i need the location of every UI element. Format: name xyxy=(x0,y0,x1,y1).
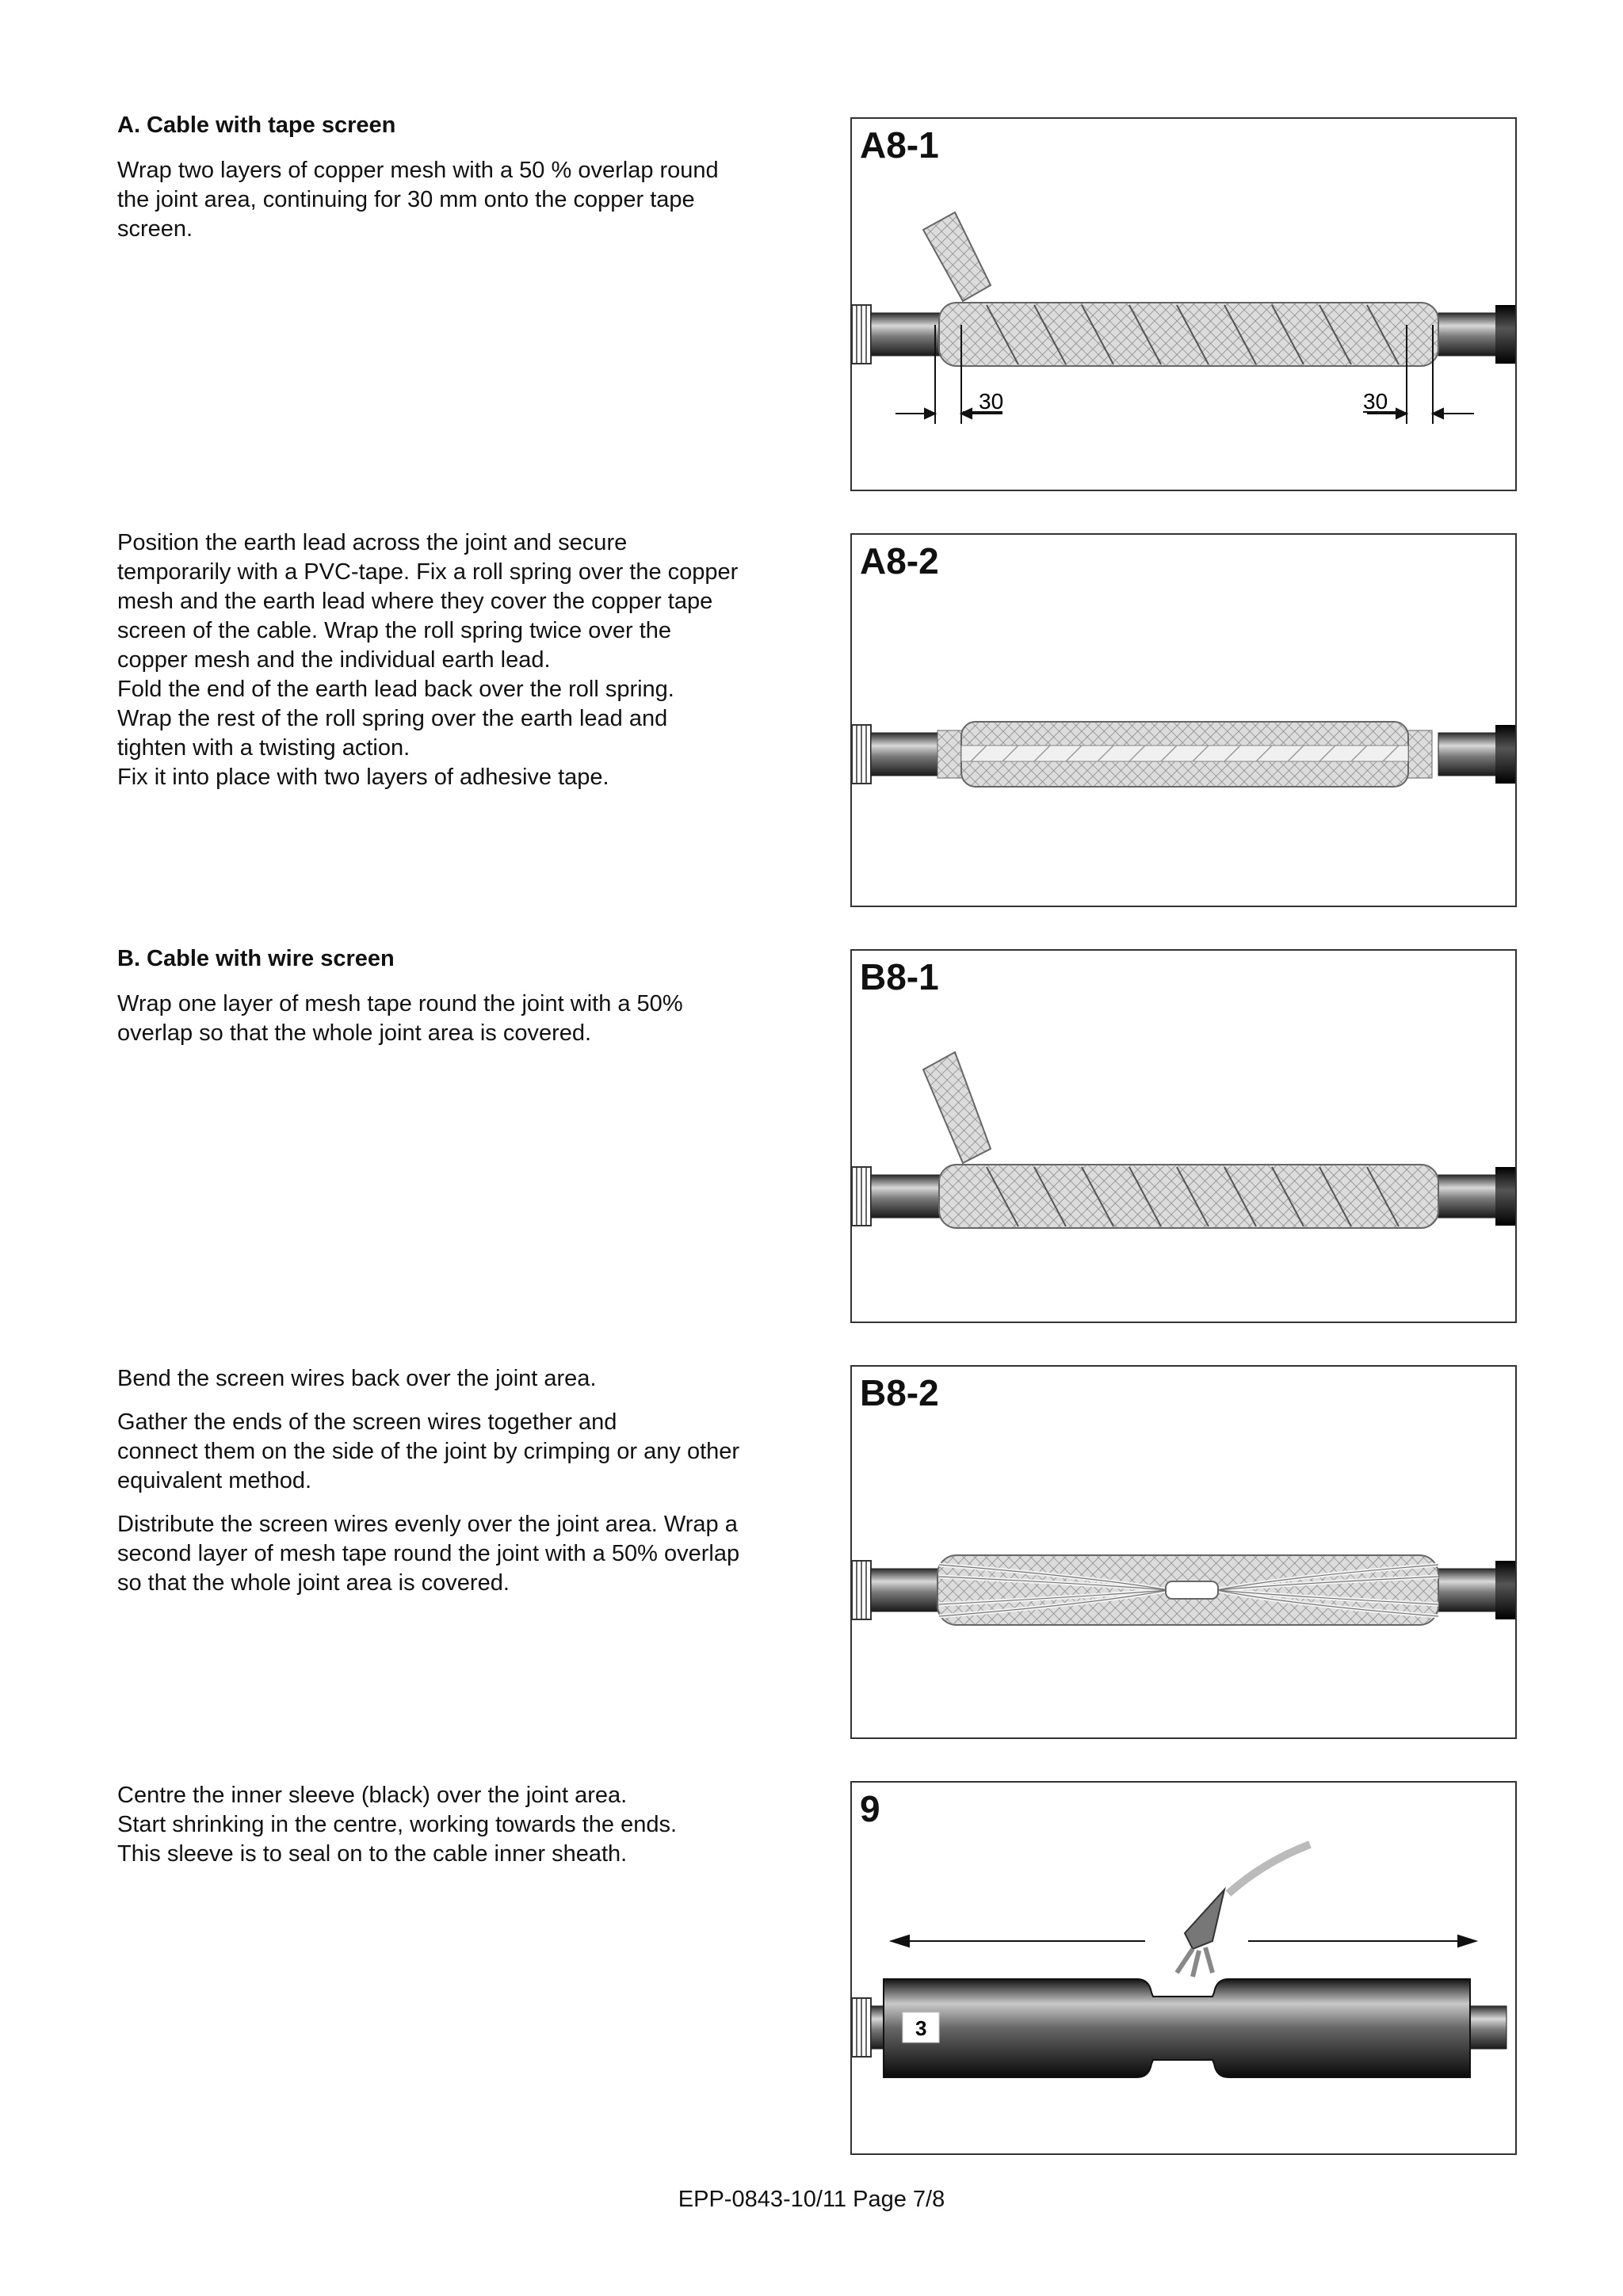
figure-b8-2 xyxy=(850,1365,1517,1739)
figure-label: A8-1 xyxy=(860,124,939,166)
text-line: the joint area, continuing for 30 mm onto the copper tape xyxy=(117,187,695,212)
figure-label: A8-2 xyxy=(860,540,939,582)
text-line: Wrap two layers of copper mesh with a 50 % overlap round xyxy=(117,158,719,183)
step-b8-2-p2 xyxy=(117,1408,799,1496)
text-line: overlap so that the whole joint area is covered. xyxy=(117,1020,592,1046)
section-a-text xyxy=(117,111,799,258)
figure-label: B8-2 xyxy=(860,1372,939,1413)
figure-a8-1 xyxy=(850,117,1517,491)
text-line: Fix it into place with two layers of adhesive tape. xyxy=(117,765,609,790)
section-a-paragraph xyxy=(117,156,799,244)
section-b-heading: B. Cable with wire screen xyxy=(117,946,395,971)
text-line: Start shrinking in the centre, working towards the ends. xyxy=(117,1812,678,1837)
text-line: Centre the inner sleeve (black) over the joint area. xyxy=(117,1783,628,1808)
cable-mesh-illustration xyxy=(852,119,1517,491)
figure-label: 9 xyxy=(860,1788,880,1829)
page-footer: EPP-0843-10/11 Page 7/8 xyxy=(678,2187,945,2212)
text-line: Position the earth lead across the joint and secure xyxy=(117,530,628,555)
step-b8-2-text xyxy=(117,1364,799,1612)
text-line: tighten with a twisting action. xyxy=(117,735,411,761)
mesh-tape-illustration xyxy=(852,951,1517,1323)
text-line: equivalent method. xyxy=(117,1468,312,1493)
inner-sleeve-illustration xyxy=(852,1783,1517,2155)
text-line: Wrap the rest of the roll spring over the earth lead and xyxy=(117,706,668,731)
dimension-left: 30 xyxy=(979,389,1004,414)
text-line: Wrap one layer of mesh tape round the joint with a 50% xyxy=(117,991,683,1016)
step-a8-2-paragraph xyxy=(117,528,799,792)
text-line: Gather the ends of the screen wires together and xyxy=(117,1409,617,1435)
screen-wires-illustration xyxy=(852,1367,1517,1739)
text-line: so that the whole joint area is covered. xyxy=(117,1570,510,1596)
figure-9 xyxy=(850,1781,1517,2155)
text-line: screen of the cable. Wrap the roll spring twice over the xyxy=(117,618,672,643)
figure-b8-1 xyxy=(850,949,1517,1323)
figure-label: B8-1 xyxy=(860,956,939,997)
figure-a8-2 xyxy=(850,533,1517,907)
section-b-text xyxy=(117,944,799,1062)
step-9-text xyxy=(117,1781,799,1883)
step-b8-2-p3 xyxy=(117,1510,799,1598)
roll-spring-illustration xyxy=(852,535,1517,907)
text-line: connect them on the side of the joint by crimping or any other xyxy=(117,1439,740,1464)
section-b-paragraph xyxy=(117,990,799,1048)
text-line: temporarily with a PVC-tape. Fix a roll spring over the copper xyxy=(117,559,739,585)
text-line: screen. xyxy=(117,216,193,242)
text-line: Fold the end of the earth lead back over the roll spring. xyxy=(117,677,674,702)
section-a-heading: A. Cable with tape screen xyxy=(117,113,396,138)
text-line: mesh and the earth lead where they cover the copper tape xyxy=(117,589,713,614)
dimension-right: 30 xyxy=(1363,389,1388,414)
text-line: copper mesh and the individual earth lead. xyxy=(117,647,551,673)
text-line: This sleeve is to seal on to the cable inner sheath. xyxy=(117,1841,628,1867)
text-line: Distribute the screen wires evenly over the joint area. Wrap a xyxy=(117,1512,738,1537)
step-b8-2-p1: Bend the screen wires back over the joint area. xyxy=(117,1366,597,1391)
step-a8-2-text xyxy=(117,528,799,807)
step-9-paragraph xyxy=(117,1781,799,1869)
sleeve-number: 3 xyxy=(915,2016,927,2040)
text-line: second layer of mesh tape round the joint with a 50% overlap xyxy=(117,1541,740,1566)
